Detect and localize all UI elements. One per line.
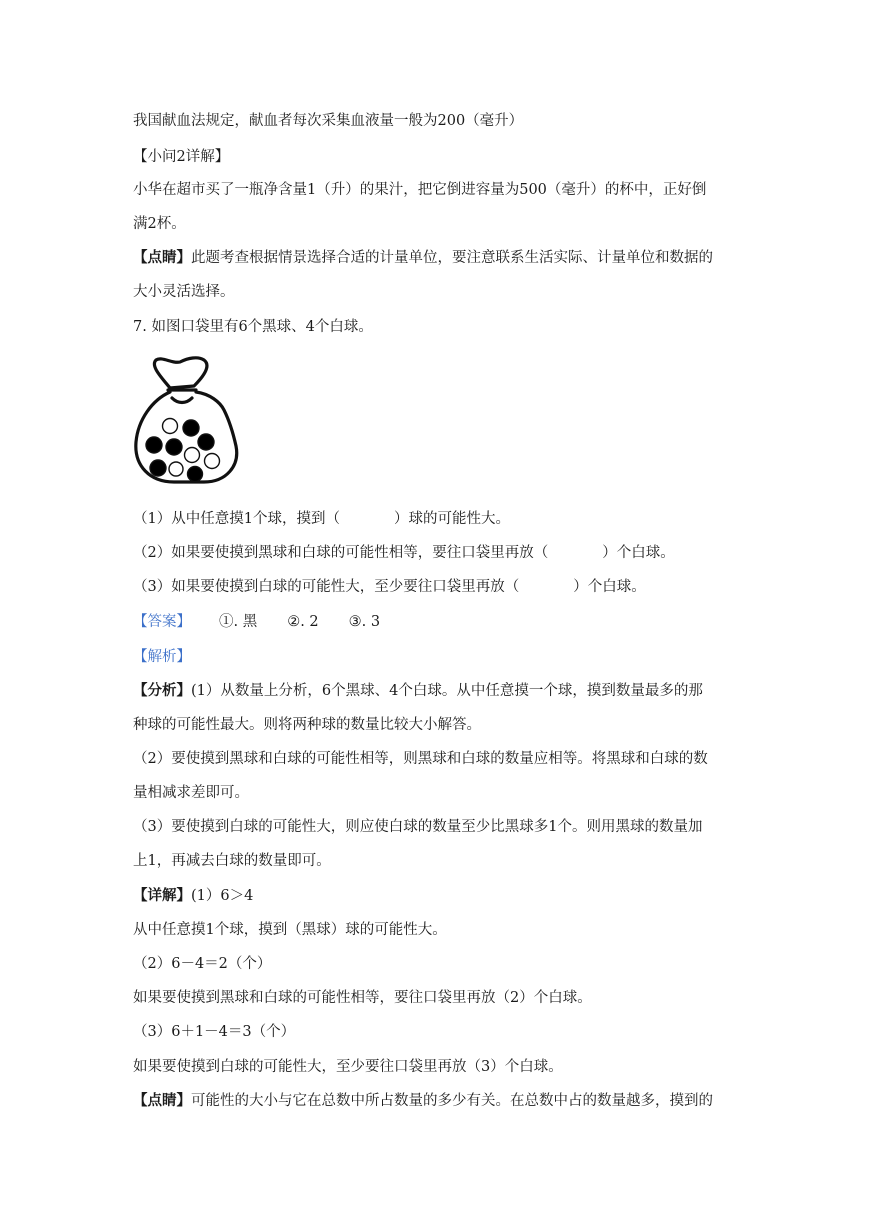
analysis-tag: 【解析】 [133,649,191,665]
comment-line [133,248,713,268]
detail-line: 【详解】(1）6＞4 [133,887,254,904]
answer-1: ①. 黑 [219,614,258,630]
analysis-sub-tag: 【分析】 [133,682,191,699]
comment-tag: 【点睛】 [133,1092,191,1109]
white-ball [185,448,200,463]
answer-2: ②. 2 [287,614,319,630]
black-ball [188,467,203,482]
question-7-stem: 7. 如图口袋里有6个黑球、4个白球。 [133,319,373,335]
white-ball [169,462,183,476]
analysis-line: 上1，再减去白球的数量即可。 [133,853,331,869]
detail-line: （2）6－4＝2（个） [133,956,272,972]
answer-line [133,612,380,632]
black-ball [166,439,182,455]
analysis-line: 【分析】(1）从数量上分析，6个黑球、4个白球。从中任意摸一个球，摸到数量最多的那 [133,682,703,699]
detail-line: （3）6＋1－4＝3（个） [133,1024,296,1040]
black-ball [146,437,162,453]
detail-line: 如果要使摸到黑球和白球的可能性相等，要往口袋里再放（2）个白球。 [133,990,592,1006]
analysis-line: 量相减求差即可。 [133,785,249,801]
detail-tag: 【详解】 [133,887,191,904]
comment-text: 此题考查根据情景选择合适的计量单位，要注意联系生活实际、计量单位和数据的 [191,250,713,266]
comment-line: 【点睛】可能性的大小与它在总数中所占数量的多少有关。在总数中占的数量越多，摸到的 [133,1092,713,1109]
balls [146,419,220,482]
question-7-part-1: （1）从中任意摸1个球，摸到（ ）球的可能性大。 [133,511,510,527]
black-ball [198,434,214,450]
black-ball [183,420,199,436]
analysis-line: 种球的可能性最大。则将两种球的数量比较大小解答。 [133,717,481,733]
text-line: 大小灵活选择。 [133,284,235,300]
detail-line: 从中任意摸1个球，摸到（黑球）球的可能性大。 [133,922,447,938]
comment-tag: 【点睛】 [133,249,191,266]
white-ball [163,419,178,434]
black-ball [150,460,166,476]
white-ball [205,454,220,469]
analysis-line: （2）要使摸到黑球和白球的可能性相等，则黑球和白球的数量应相等。将黑球和白球的数 [133,751,708,767]
detail-line: 如果要使摸到白球的可能性大，至少要往口袋里再放（3）个白球。 [133,1059,563,1075]
subquestion-2-heading: 【小问2详解】 [133,149,230,165]
question-7-part-2: （2）如果要使摸到黑球和白球的可能性相等，要往口袋里再放（ ）个白球。 [133,545,675,561]
answer-3: ③. 3 [348,614,381,630]
text-line: 小华在超市买了一瓶净含量1（升）的果汁，把它倒进容量为500（毫升）的杯中，正好倒 [133,182,707,198]
bag-of-balls-figure [132,354,240,486]
text-line: 我国献血法规定，献血者每次采集血液量一般为200（毫升） [133,113,524,129]
answer-tag: 【答案】 [133,614,191,630]
text-line: 满2杯。 [133,216,186,232]
question-7-part-3: （3）如果要使摸到白球的可能性大，至少要往口袋里再放（ ）个白球。 [133,579,646,595]
analysis-line: （3）要使摸到白球的可能性大，则应使白球的数量至少比黑球多1个。则用黑球的数量加 [133,819,703,835]
